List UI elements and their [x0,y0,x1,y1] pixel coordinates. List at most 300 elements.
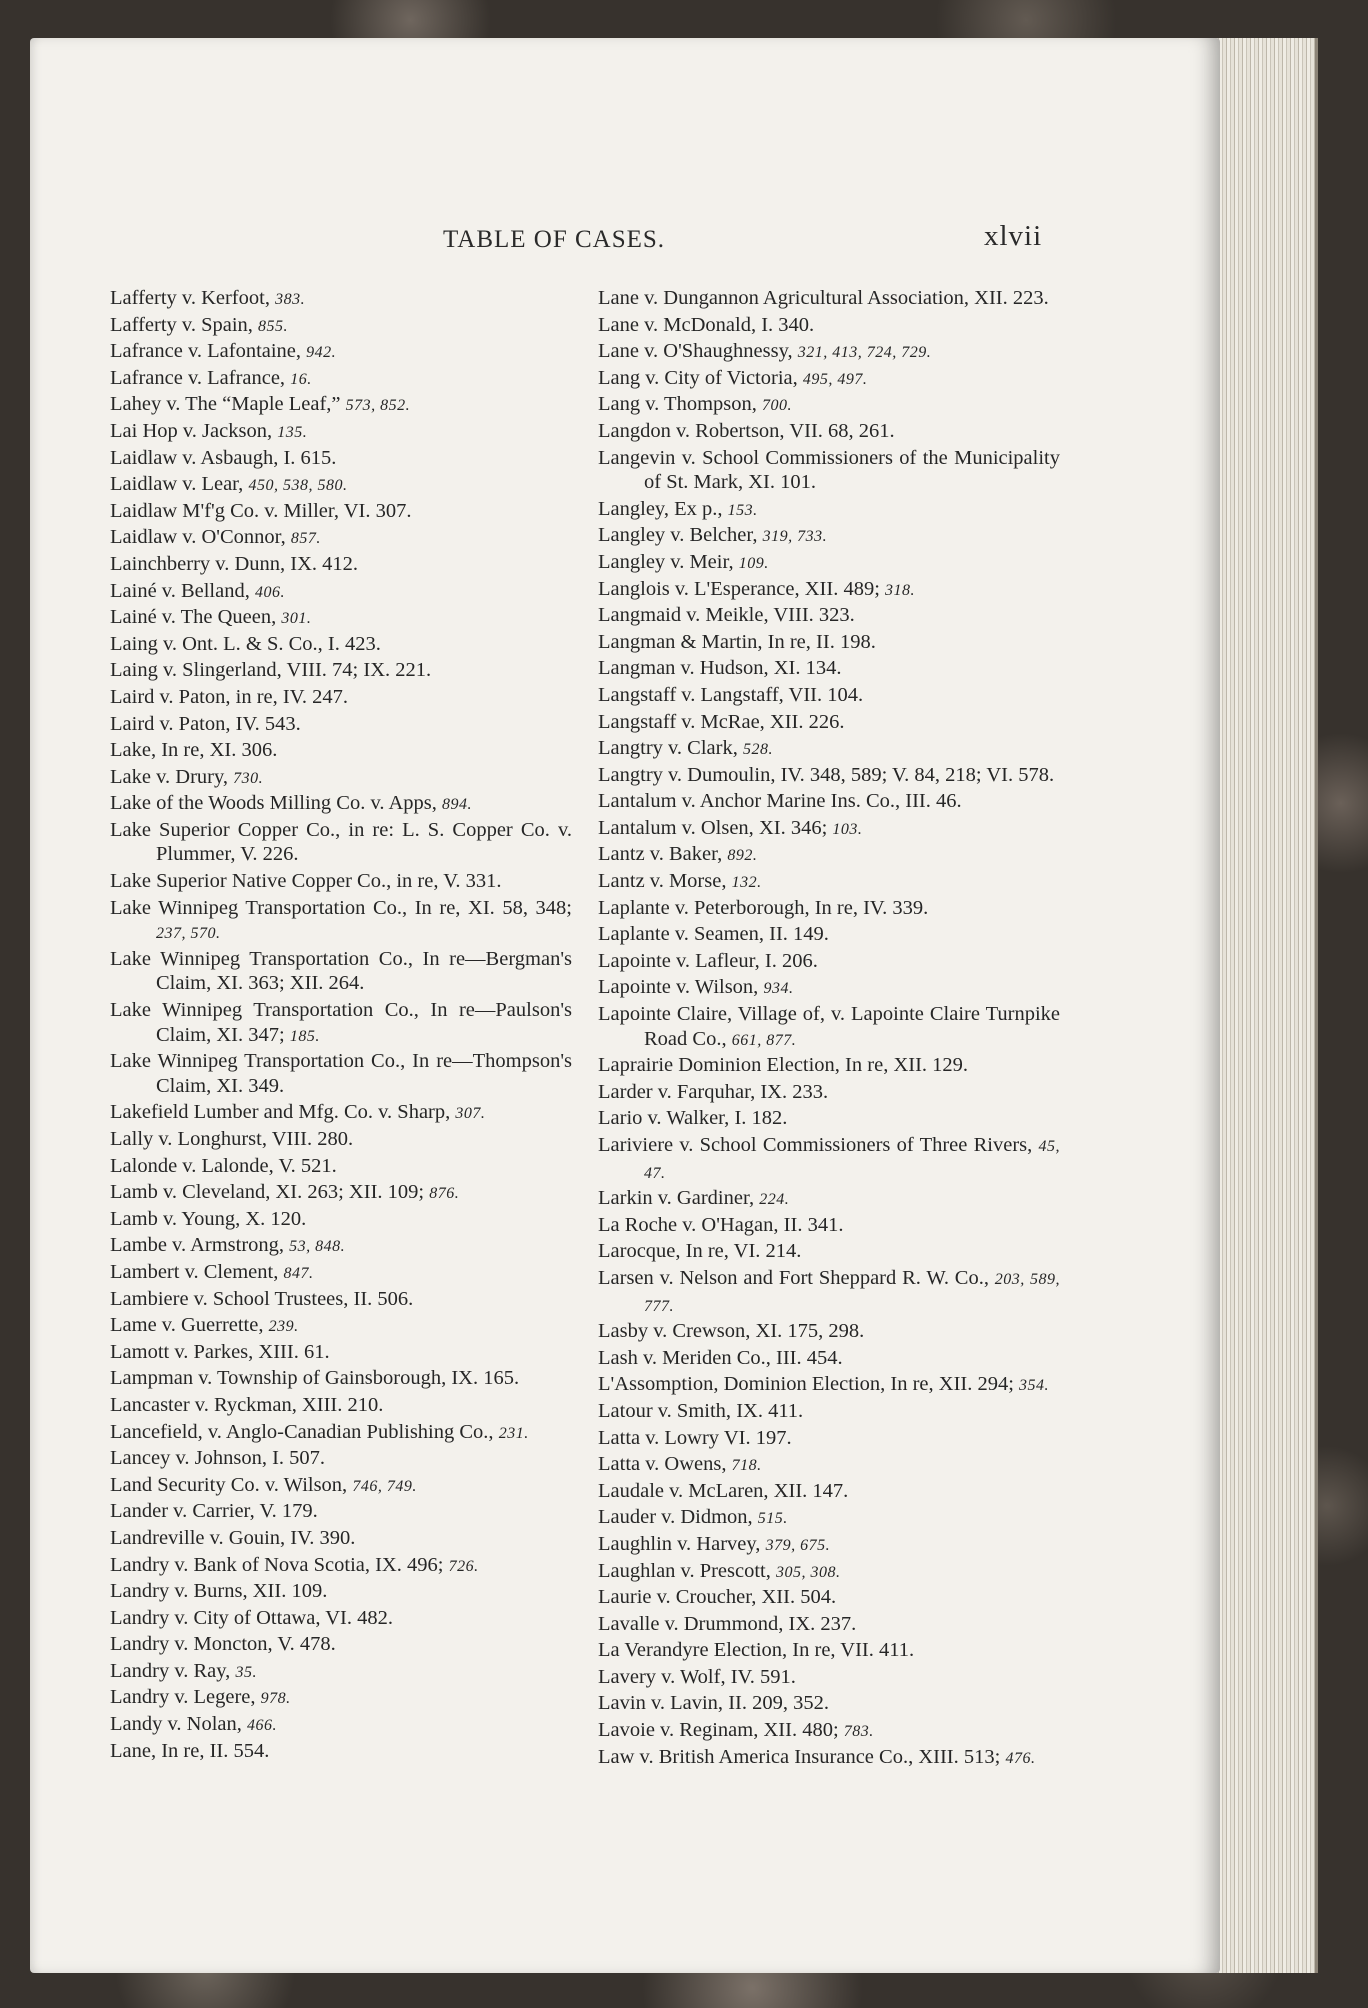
case-entry [110,1127,572,1154]
case-name: Langtry v. Dumoulin, [598,763,781,786]
case-entry [598,1505,1060,1532]
case-entry [110,765,572,792]
case-name: Landy v. Nolan, [110,1713,248,1736]
case-name: Lasby v. Crewson, [598,1320,756,1343]
case-name: Laughlin v. Harvey, [598,1532,766,1555]
volume-reference: IV. 339. [863,896,929,919]
case-entry [598,630,1060,657]
case-name: Lally v. Longhurst, [110,1128,272,1150]
case-name: Langley, Ex p., [598,497,728,520]
volume-reference: XI. 263; XII. 109; [275,1181,430,1204]
italic-page-reference: 783. [843,1723,874,1741]
case-name: Larsen v. Nelson and Fort Sheppard R. W. Co., [598,1266,995,1289]
volume-reference: XI. 101. [748,471,816,494]
volume-reference: XIII. 210. [301,1393,384,1416]
italic-page-reference: 301. [281,610,312,628]
case-entry [598,763,1060,790]
case-entry [110,632,572,659]
italic-page-reference: 231. [498,1424,529,1442]
case-name: Lancefield, v. Anglo-Canadian Publishing Co., [110,1420,499,1443]
case-name: Lamb v. Young, [110,1207,246,1230]
case-name: Lambe v. Armstrong, [110,1234,290,1257]
case-name: Laurie v. Croucher, [598,1586,762,1609]
case-entry [110,313,572,340]
volume-reference: XI. 134. [773,657,842,680]
italic-page-reference: 354. [1019,1377,1050,1395]
case-entry [110,392,572,419]
italic-page-reference: 379, 675. [765,1536,831,1554]
book-page [30,38,1220,1973]
case-entry [598,1213,1060,1240]
volume-reference: V. 179. [259,1500,318,1523]
case-name: Laird v. Paton, in re, [110,685,283,708]
case-name: Langmaid v. Meikle, [598,604,774,627]
italic-page-reference: 35. [235,1663,257,1681]
case-entry [110,339,572,366]
italic-page-reference: 132. [731,874,762,892]
case-name: Lai Hop v. Jackson, [110,419,278,442]
case-name: Lainé v. Belland, [110,579,255,602]
case-name: Lake, In re, [110,739,210,762]
case-entry [110,1393,572,1420]
case-entry [110,552,572,579]
italic-page-reference: 978. [260,1690,291,1708]
italic-page-reference: 855. [258,317,289,335]
volume-reference: V. 331. [443,870,502,893]
case-entry [110,869,572,896]
case-entry [110,947,572,998]
case-name: L'Assomption, Dominion Election, In re, [598,1373,939,1396]
italic-page-reference: 876. [429,1185,460,1203]
case-entry [110,605,572,632]
case-entry [110,1526,572,1553]
case-name: Langman v. Hudson, [598,657,774,680]
case-name: Lapointe v. Wilson, [598,976,764,999]
page-number: xlvii [984,220,1043,252]
case-name: Lake Winnipeg Transportation Co., In re—Paulson's Claim, [110,999,572,1046]
volume-reference: V. 226. [240,843,299,866]
case-entry [598,842,1060,869]
volume-reference: VI. 307. [343,499,412,522]
running-title: TABLE OF CASES. [443,226,666,253]
volume-reference: II. 209, 352. [728,1692,829,1715]
case-entry [110,499,572,526]
volume-reference: VI. 214. [733,1240,802,1263]
case-entry [598,1372,1060,1399]
case-entry [110,1712,572,1739]
case-name: Lalonde v. Lalonde, [110,1154,279,1177]
italic-page-reference: 934. [763,980,794,998]
case-entry [598,1106,1060,1133]
italic-page-reference: 573, 852. [345,397,411,415]
italic-page-reference: 726. [448,1557,479,1575]
volume-reference: XII. 226. [769,710,845,733]
volume-reference: X. 120. [245,1207,307,1230]
case-entry [110,446,572,473]
case-entry [110,1606,572,1633]
volume-reference: IV. 591. [730,1665,796,1688]
case-name: Lantz v. Baker, [598,843,728,866]
case-entry [110,1366,572,1393]
volume-reference: IV. 348, 589; V. 84, 218; VI. 578. [780,763,1055,786]
volume-reference: XII. 480; [763,1719,844,1742]
case-name: Lapointe Claire, Village of, v. Lapointe Claire Turnpike Road Co., [598,1003,1060,1050]
case-entry [110,1739,572,1766]
case-entry [110,1049,572,1100]
case-name: Lampman v. Township of Gainsborough, [110,1367,452,1390]
case-name: Landry v. Legere, [110,1686,261,1709]
case-entry [598,392,1060,419]
case-name: Lantalum v. Anchor Marine Ins. Co., [598,790,906,813]
case-entry [110,366,572,393]
case-name: Laidlaw v. O'Connor, [110,526,291,549]
italic-page-reference: 103. [832,820,863,838]
case-name: Laidlaw v. Lear, [110,473,249,496]
volume-reference: II. 341. [783,1213,844,1236]
case-entry [598,419,1060,446]
case-name: Laplante v. Seamen, [598,923,770,946]
case-entry [110,1499,572,1526]
case-name: Lane, In re, [110,1739,210,1762]
italic-page-reference: 239. [268,1318,299,1336]
case-entry [110,1685,572,1712]
case-entry [110,1553,572,1580]
case-entry [110,1340,572,1367]
case-name: La Verandyre Election, In re, [598,1639,841,1662]
case-entry [110,1287,572,1314]
volume-reference: IX. 165. [451,1367,520,1390]
volume-reference: VI. 197. [723,1426,792,1449]
italic-page-reference: 307. [455,1105,486,1123]
case-name: Lauder v. Didmon, [598,1506,758,1529]
case-name: Lancaster v. Ryckman, [110,1393,302,1416]
case-entry [110,1154,572,1181]
case-entry [110,818,572,869]
italic-page-reference: 305, 308. [776,1563,841,1581]
case-name: Lancey v. Johnson, [110,1447,273,1470]
volume-reference: II. 149. [769,923,829,946]
case-entry [598,1612,1060,1639]
case-name: Laudale v. McLaren, [598,1479,774,1502]
case-entry [598,1691,1060,1718]
italic-page-reference: 476. [1005,1749,1036,1767]
case-entry [598,1399,1060,1426]
case-entry [598,683,1060,710]
case-name: Lake Winnipeg Transportation Co., In re, [110,896,469,919]
volume-reference: I. 340. [761,313,815,336]
case-entry [598,1638,1060,1665]
case-entry [110,998,572,1049]
case-name: Laughlan v. Prescott, [598,1559,777,1582]
case-name: Langdon v. Robertson, [598,419,790,442]
case-entry [110,685,572,712]
case-entry [110,738,572,765]
case-entry [598,1665,1060,1692]
volume-reference: XI. 363; XII. 264. [216,972,365,995]
volume-reference: IV. 543. [235,712,301,735]
case-name: Lang v. Thompson, [598,393,762,416]
case-name: Latour v. Smith, [598,1399,737,1422]
case-name: Lake Superior Copper Co., in re: L. S. Copper Co. v. Plummer, [110,818,572,866]
volume-reference: XII. 147. [773,1479,849,1502]
case-entry [598,313,1060,340]
italic-page-reference: 718. [731,1457,762,1475]
case-entry [110,286,572,313]
italic-page-reference: 515. [757,1510,788,1528]
case-entry [598,789,1060,816]
case-entry [598,949,1060,976]
italic-page-reference: 16. [290,370,312,388]
case-name: Lamb v. Cleveland, [110,1181,276,1204]
case-name: Langley v. Belcher, [598,524,763,547]
volume-reference: VIII. 74; IX. 221. [286,659,432,682]
volume-reference: XI. 347; [216,1023,290,1046]
case-entry [598,1559,1060,1586]
case-entry [598,1319,1060,1346]
case-entry [110,1260,572,1287]
case-name: Lang v. City of Victoria, [598,366,803,389]
case-name: Laing v. Ont. L. & S. Co., [110,632,328,655]
case-entry [110,896,572,947]
case-entry [598,869,1060,896]
case-name: Lane v. Dungannon Agricultural Association, [598,287,975,309]
case-entry [598,1266,1060,1319]
volume-reference: II. 554. [209,1739,270,1762]
italic-page-reference: 45, 47. [644,1138,1060,1182]
case-name: Langman & Martin, In re, [598,630,817,653]
case-name: Landry v. Bank of Nova Scotia, [110,1553,376,1576]
italic-page-reference: 450, 538, 580. [248,477,348,495]
case-name: Lake Superior Native Copper Co., in re, [110,870,444,893]
case-name: Lafferty v. Spain, [110,313,259,336]
case-entry [110,658,572,685]
volume-reference: XI. 306. [209,739,278,762]
volume-reference: I. 423. [327,632,381,655]
case-name: Laird v. Paton, [110,712,236,735]
case-entry [598,1346,1060,1373]
case-name: Lapointe v. Lafleur, [598,949,765,972]
case-entry [110,1446,572,1473]
volume-reference: XI. 175, 298. [755,1320,865,1343]
case-name: Laprairie Dominion Election, In re, [598,1054,894,1077]
italic-page-reference: 528. [742,741,773,759]
italic-page-reference: 894. [442,796,473,814]
case-entry [598,1426,1060,1453]
case-entry [110,1420,572,1447]
case-entry [110,1313,572,1340]
case-name: Larkin v. Gardiner, [598,1187,760,1210]
case-name: Lakefield Lumber and Mfg. Co. v. Sharp, [110,1101,456,1124]
case-entry [598,603,1060,630]
italic-page-reference: 319, 733. [762,528,828,546]
italic-page-reference: 495, 497. [802,370,868,388]
volume-reference: XII. 129. [893,1054,969,1077]
case-name: Lainchberry v. Dunn, [110,552,291,575]
case-name: Landry v. Moncton, [110,1633,278,1656]
italic-page-reference: 321, 413, 724, 729. [797,344,932,362]
case-entry [598,816,1060,843]
case-entry [598,1745,1060,1772]
case-entry [598,550,1060,577]
case-name: Lahey v. The “Maple Leaf,” [110,393,346,416]
case-entry [598,1002,1060,1053]
case-entry [110,1100,572,1127]
case-entry [110,1180,572,1207]
case-entry [598,497,1060,524]
volume-reference: XIII. 513; [918,1745,1006,1768]
italic-page-reference: 383. [275,291,306,308]
case-name: Lainé v. The Queen, [110,606,282,629]
case-entry [598,577,1060,604]
volume-reference: I. 615. [283,446,337,469]
case-name: Larder v. Farquhar, [598,1080,761,1103]
volume-reference: IV. 247. [282,685,349,708]
italic-page-reference: 406. [254,583,285,601]
case-entry [598,975,1060,1002]
case-name: Lander v. Carrier, [110,1500,260,1523]
volume-reference: VII. 68, 261. [789,419,895,442]
volume-reference: V. 478. [277,1633,336,1656]
italic-page-reference: 203, 589, 777. [644,1270,1060,1315]
case-name: Landry v. Ray, [110,1659,236,1682]
italic-page-reference: 857. [290,530,321,548]
case-entry [110,1473,572,1500]
case-name: Lafrance v. Lafontaine, [110,340,307,363]
case-entry [110,1632,572,1659]
case-entry [598,1585,1060,1612]
italic-page-reference: 746, 749. [352,1477,417,1495]
case-name: Langtry v. Clark, [598,737,743,760]
case-entry [110,1207,572,1234]
italic-page-reference: 892. [727,847,758,865]
case-entry [598,1239,1060,1266]
italic-page-reference: 224. [759,1191,790,1209]
case-name: Langstaff v. McRae, [598,710,770,733]
volume-reference: XII. 109. [252,1580,328,1603]
case-entry [598,286,1060,313]
case-name: Laing v. Slingerland, [110,659,287,682]
case-entry [110,1579,572,1606]
italic-page-reference: 237, 570. [156,925,221,943]
case-entry [110,1659,572,1686]
case-entry [598,1452,1060,1479]
case-entry [598,446,1060,497]
case-name: Lafferty v. Kerfoot, [110,287,276,309]
italic-page-reference: 109. [738,554,769,572]
case-entry [598,1133,1060,1186]
italic-page-reference: 730. [233,769,264,787]
case-entry [598,922,1060,949]
volume-reference: IX. 233. [760,1080,829,1103]
volume-reference: V. 521. [278,1154,337,1177]
case-name: Latta v. Owens, [598,1453,732,1476]
case-name: Langstaff v. Langstaff, [598,683,789,706]
case-entry [598,710,1060,737]
case-name: Lavin v. Lavin, [598,1692,729,1715]
italic-page-reference: 153. [727,501,758,519]
case-name: Lafrance v. Lafrance, [110,366,291,389]
italic-page-reference: 847. [283,1264,314,1282]
case-entry [110,472,572,499]
case-name: Larocque, In re, [598,1240,734,1263]
volume-reference: VI. 482. [325,1606,393,1629]
volume-reference: XI. 58, 348; [468,896,573,919]
volume-reference: VIII. 323. [773,604,855,627]
case-entry [598,1532,1060,1559]
case-name: Landry v. City of Ottawa, [110,1606,326,1629]
volume-reference: IX. 412. [290,552,359,575]
case-entry [110,791,572,818]
volume-reference: XI. 349. [216,1074,285,1097]
volume-reference: XI. 346; [758,816,833,839]
case-entry [598,339,1060,366]
volume-reference: I. 182. [734,1107,788,1130]
volume-reference: XII. 504. [761,1586,837,1609]
case-name: Lambiere v. School Trustees, [110,1287,354,1310]
case-entry [598,1080,1060,1107]
case-name: Langley v. Meir, [598,550,739,573]
case-name: Lantalum v. Olsen, [598,816,759,839]
case-name: Law v. British America Insurance Co., [598,1745,919,1768]
case-entry [598,896,1060,923]
case-name: Lake of the Woods Milling Co. v. Apps, [110,792,443,815]
case-name: Langevin v. School Commissioners of the Municipality of St. Mark, [598,446,1060,494]
volume-reference: II. 506. [353,1287,414,1310]
italic-page-reference: 466. [247,1717,278,1735]
case-name: Land Security Co. v. Wilson, [110,1473,353,1496]
italic-page-reference: 700. [762,397,792,415]
case-name: Laidlaw v. Asbaugh, [110,446,284,469]
case-name: Lavalle v. Drummond, [598,1612,789,1635]
volume-reference: XII. 489; [804,577,886,600]
case-name: Lame v. Guerrette, [110,1314,269,1337]
italic-page-reference: 318. [885,581,916,599]
volume-reference: XII. 223. [974,287,1049,309]
volume-reference: VII. 411. [840,1639,915,1662]
italic-page-reference: 942. [306,344,337,362]
italic-page-reference: 661, 877. [731,1031,797,1049]
case-name: Lake Winnipeg Transportation Co., In re—Thompson's Claim, [110,1050,572,1097]
case-name: Lamott v. Parkes, [110,1340,259,1363]
case-entry [110,1233,572,1260]
volume-reference: VIII. 280. [271,1128,354,1150]
volume-reference: XII. 294; [938,1373,1020,1396]
case-name: Lariviere v. School Commissioners of Three Rivers, [598,1134,1039,1156]
left-column [110,286,572,1765]
case-entry [110,712,572,739]
volume-reference: VII. 104. [788,683,864,706]
volume-reference: I. 206. [764,949,818,972]
case-name: Lario v. Walker, [598,1107,735,1130]
right-column [598,286,1060,1771]
case-entry [110,579,572,606]
case-entry [598,1718,1060,1745]
case-name: Lake v. Drury, [110,765,234,788]
case-name: Lash v. Meriden Co., [598,1346,777,1369]
case-name: Langlois v. L'Esperance, [598,577,805,600]
case-name: Lake Winnipeg Transportation Co., In re—Bergman's Claim, [110,947,572,995]
volume-reference: IX. 237. [788,1612,857,1635]
italic-page-reference: 185. [289,1027,320,1045]
case-name: Landreville v. Gouin, [110,1526,291,1549]
volume-reference: III. 46. [905,790,962,813]
case-name: Lantz v. Morse, [598,870,732,893]
volume-reference: IX. 496; [375,1553,449,1576]
case-entry [598,1053,1060,1080]
volume-reference: I. 507. [272,1447,326,1470]
volume-reference: XIII. 61. [258,1340,330,1363]
case-name: La Roche v. O'Hagan, [598,1213,784,1236]
